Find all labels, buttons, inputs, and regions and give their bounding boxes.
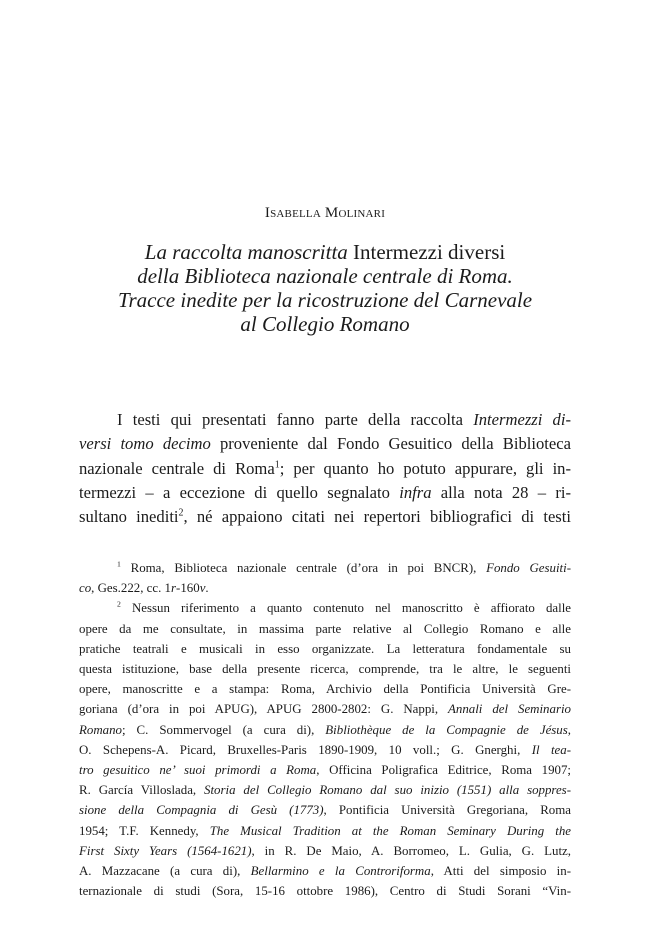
body-line-5: sultano inediti$^2$, né appaiono citati nei repertori bibliografici di testi	[79, 507, 571, 527]
body-text	[79, 408, 571, 529]
body-line-4: termezzi – a eccezione di quello segnalato infra alla nota 28 – ri-	[79, 482, 571, 502]
footnote-ref-1[interactable]: 1	[274, 459, 280, 471]
footnote-number-2: 2	[117, 600, 121, 610]
body-line-1: I testi qui presentati fanno parte della raccolta Intermezzi di-	[117, 410, 571, 429]
article-title	[0, 240, 650, 336]
body-line-2: versi tomo decimo proveniente dal Fondo Gesuitico della Biblioteca	[79, 434, 571, 454]
title-line-1: La raccolta manoscritta Intermezzi diversi	[144, 240, 506, 264]
footnotes	[79, 558, 571, 901]
footnote-1: $^1$ Roma, Biblioteca nazionale centrale (d’ora in poi BNCR), Fondo Gesuiti- co, Ges.222, cc. 1r-160v.	[79, 559, 571, 596]
title-line-2: della Biblioteca nazionale centrale di Roma.	[137, 264, 513, 288]
footnote-2: $^2$ Nessun riferimento a quanto contenuto nel manoscritto è affiorato dalle opere da me consultate, in massima parte relative al Collegio Romano e alle pratiche teatrali e musicali in esso organizzate. La letteratura fondamentale su questa istituzione, base della presente ricerca, comprende, tra le altre, le seguenti opere, manoscritte e a stampa: Roma, Archivio della Pontificia Università Gre- goriana (d’ora in poi APUG), APUG 2800-2802: G. Nappi, Annali del Seminario Romano; C. Sommervogel (a cura di), Bibliothèque de la Compagnie de Jésus, O. Schepens-A. Picard, Bruxelles-Paris 1890-1909, 10 voll.; G. Gnerghi, Il tea- tro gesuitico ne’ suoi primordi a Roma, Officina Poligrafica Editrice, Roma 1907; R. García Villoslada, Storia del Collegio Romano dal suo inizio (1551) alla soppres- sione della Compagnia di Gesù (1773), Pontificia Università Gregoriana, Roma 1954; T.F. Kennedy, The Musical Tradition at the Roman Seminary During the First Sixty Years (1564-1621), in R. De Maio, A. Borromeo, L. Gulia, G. Lutz, A. Mazzacane (a cura di), Bellarmino e la Controriforma, Atti del simposio in- ternazionale di studi (Sora, 15-16 ottobre 1986), Centro di Studi Sorani “Vin-	[79, 600, 571, 899]
author-name: Isabella Molinari	[264, 205, 386, 221]
footnote-number-1: 1	[117, 559, 121, 569]
title-line-3: Tracce inedite per la ricostruzione del Carnevale	[117, 288, 533, 312]
footnote-ref-2[interactable]: 2	[178, 507, 184, 519]
body-line-3: nazionale centrale di Roma$^1$; per quanto ho potuto appurare, gli in-	[79, 458, 571, 478]
title-line-4: al Collegio Romano	[240, 312, 410, 336]
